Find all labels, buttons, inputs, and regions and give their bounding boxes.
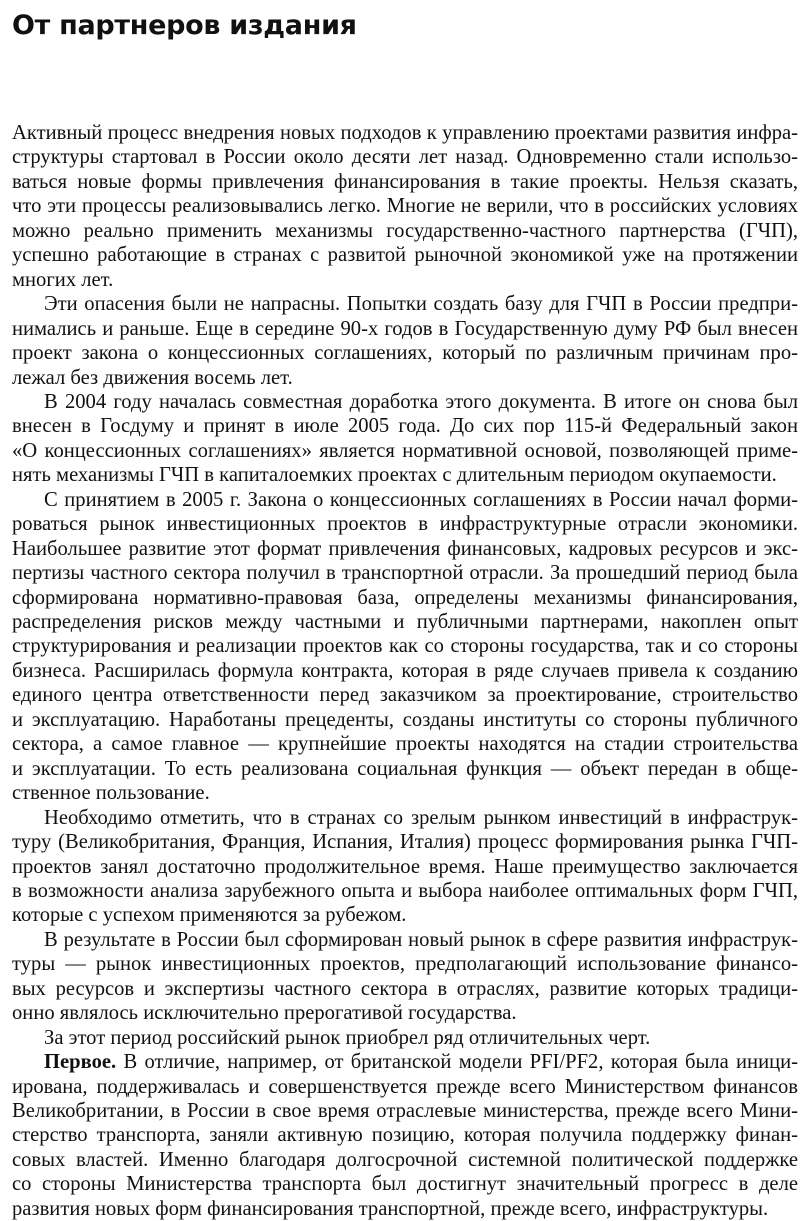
text-line: Великобритании, в России в свое время отраслевые министерства, прежде всего Мини- bbox=[12, 1100, 798, 1122]
text-line: туры — рынок инвестиционных проектов, предполагающий использование финансо- bbox=[12, 953, 798, 976]
text-line: Наибольшее развитие этот формат привлечения финансовых, кадровых ресурсов и экс- bbox=[12, 537, 798, 560]
text-line: ственное пользование. bbox=[12, 782, 210, 805]
text-line-rest: В отличие, например, от британской модели PFI/PF2, которая была иници- bbox=[116, 1051, 798, 1074]
text-line: С принятием в 2005 г. Закона о концессионных соглашениях в России начал форми- bbox=[44, 488, 798, 511]
text-line: стерство транспорта, заняли активную позицию, которая получила поддержку финан- bbox=[12, 1124, 798, 1147]
text-line: развития новых форм финансирования транспортной, прежде всего, инфраструктуры. bbox=[12, 1197, 769, 1220]
text-line: единого центра ответственности перед заказчиком за проектирование, строительство bbox=[12, 684, 798, 707]
text-line: ваться новые формы привлечения финансирования в такие проекты. Нельзя сказать, bbox=[12, 170, 798, 193]
text-line: внесен в Госдуму и принят в июле 2005 года. До сих пор 115-й Федеральный закон bbox=[12, 415, 798, 438]
text-line: «О концессионных соглашениях» является нормативной основой, позволяющей приме- bbox=[12, 439, 798, 462]
text-line: пертизы частного сектора получил в транспортной отрасли. За прошедший период была bbox=[12, 562, 798, 585]
text-line: успешно работающие в странах с развитой рыночной экономикой уже на протяжении bbox=[12, 244, 798, 267]
text-line: структурирования и реализации проектов как со стороны государства, так и со стороны bbox=[12, 635, 798, 658]
text-line: вых ресурсов и экспертизы частного сектора в отраслях, развитие которых традици- bbox=[12, 977, 798, 1000]
text-line: в возможности анализа зарубежного опыта и выбора наиболее оптимальных форм ГЧП, bbox=[12, 879, 798, 902]
text-line: бизнеса. Расширилась формула контракта, которая в ряде случаев привела к созданию bbox=[12, 659, 798, 682]
text-line: За этот период российский рынок приобрел ряд отличительных черт. bbox=[44, 1026, 651, 1049]
text-line: что эти процессы реализовывались легко. Многие не верили, что в российских условиях bbox=[12, 195, 798, 218]
text-line: лежал без движения восемь лет. bbox=[12, 366, 293, 389]
text-line: Необходимо отметить, что в странах со зрелым рынком инвестиций в инфраструк- bbox=[44, 806, 798, 829]
text-line: со стороны Министерства транспорта был достигнут значительный прогресс в деле bbox=[12, 1173, 798, 1196]
text-line: совых властей. Именно благодаря долгосрочной системной политической поддержке bbox=[12, 1148, 798, 1171]
text-line: сформирована нормативно-правовая база, определены механизмы финансирования, bbox=[12, 586, 798, 609]
text-line: сектора, а самое главное — крупнейшие проекты находятся на стадии строительства bbox=[12, 733, 798, 756]
text-line: нять механизмы ГЧП в капиталоемких проектах с длительным периодом окупаемости. bbox=[12, 464, 777, 487]
text-line: проект закона о концессионных соглашениях, который по различным причинам про- bbox=[12, 342, 798, 365]
text-line: которые с успехом применяются за рубежом. bbox=[12, 904, 407, 927]
text-line: и эксплуатации. То есть реализована социальная функция — объект передан в обще- bbox=[12, 757, 798, 780]
text-line: В результате в России был сформирован новый рынок в сфере развития инфраструк- bbox=[44, 928, 798, 951]
text-line: Активный процесс внедрения новых подходов к управлению проектами развития инфра- bbox=[12, 122, 798, 144]
text-line: Эти опасения были не напрасны. Попытки создать базу для ГЧП в России предпри- bbox=[44, 293, 798, 316]
text-line: можно реально применить механизмы государственно-частного партнерства (ГЧП), bbox=[12, 219, 798, 242]
text-line: нимались и раньше. Еще в середине 90-х годов в Государственную думу РФ был внесен bbox=[12, 317, 798, 340]
text-line: роваться рынок инвестиционных проектов в инфраструктурные отрасли экономики. bbox=[12, 513, 798, 536]
page-title: От партнеров издания bbox=[12, 10, 357, 41]
lead-word: Первое. bbox=[44, 1051, 117, 1074]
text-line: ирована, поддерживалась и совершенствуется прежде всего Министерством финансов bbox=[12, 1075, 798, 1098]
text-line: структуры стартовал в России около десяти лет назад. Одновременно стали использо- bbox=[12, 146, 798, 169]
text-line: проектов занял достаточно продолжительное время. Наше преимущество заключается bbox=[12, 855, 798, 878]
text-line: туру (Великобритания, Франция, Испания, Италия) процесс формирования рынка ГЧП- bbox=[12, 831, 798, 854]
text-line bbox=[44, 1050, 798, 1074]
text-line: многих лет. bbox=[12, 268, 114, 291]
text-line: и эксплуатацию. Наработаны прецеденты, созданы институты со стороны публичного bbox=[12, 708, 798, 731]
text-line: онно являлось исключительно прерогативой государства. bbox=[12, 1002, 517, 1025]
text-line: В 2004 году началась совместная доработка этого документа. В итоге он снова был bbox=[44, 390, 798, 413]
text-line: распределения рисков между частными и публичными партнерами, накоплен опыт bbox=[12, 611, 798, 633]
